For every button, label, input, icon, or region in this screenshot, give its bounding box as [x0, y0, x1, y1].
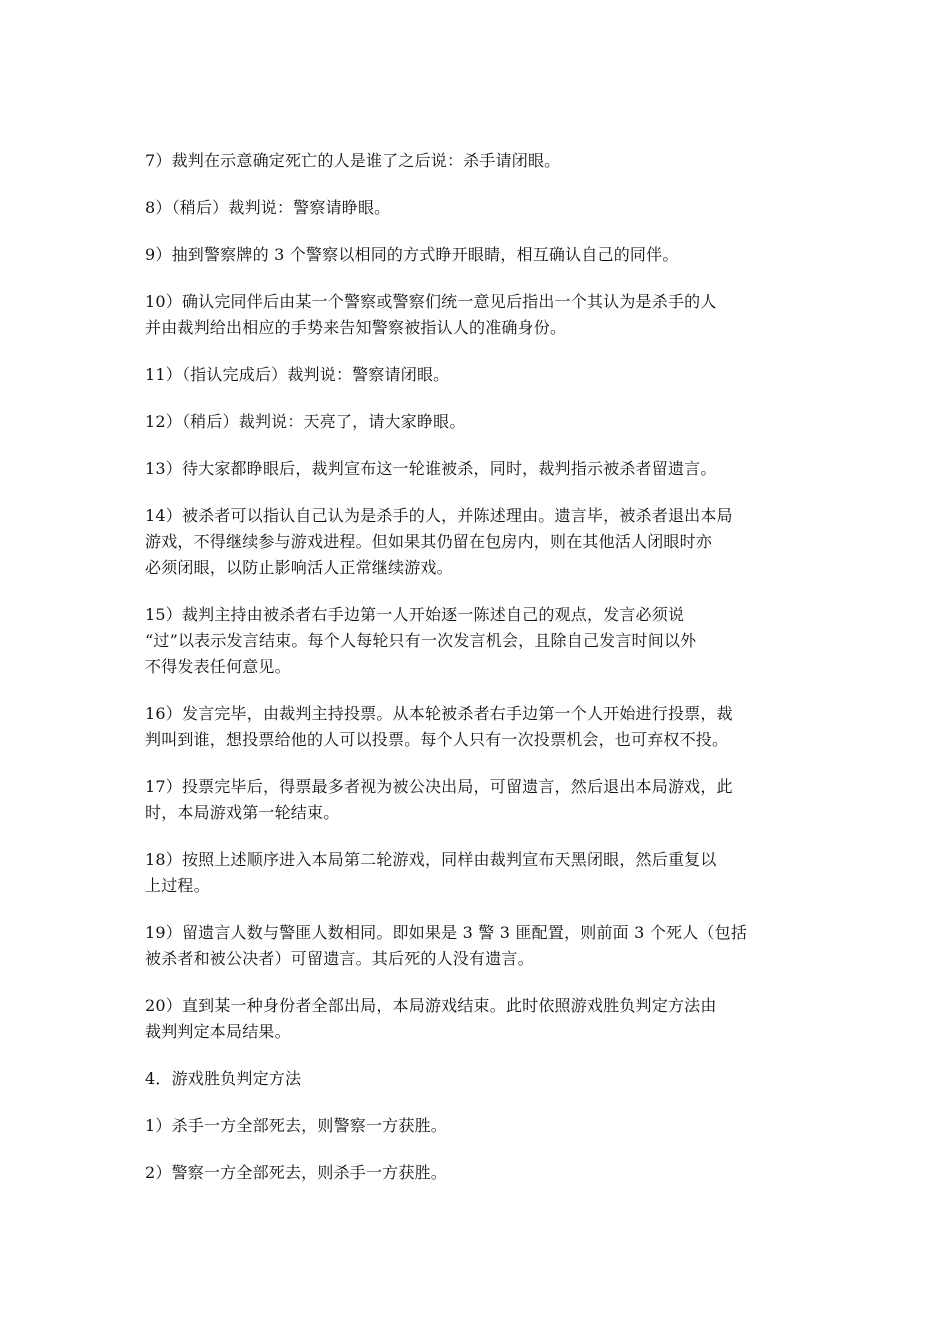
text-line: 上过程。	[145, 876, 210, 895]
rule-paragraph-7	[145, 148, 810, 174]
text-line: 必须闭眼，以防止影响活人正常继续游戏。	[145, 558, 453, 577]
document-body	[145, 148, 810, 1207]
rule-paragraph-18	[145, 847, 810, 899]
text-line: 被杀者和被公决者）可留遗言。其后死的人没有遗言。	[145, 949, 534, 968]
text-line: 15）裁判主持由被杀者右手边第一人开始逐一陈述自己的观点，发言必须说	[145, 605, 685, 624]
text-line: 并由裁判给出相应的手势来告知警察被指认人的准确身份。	[145, 318, 567, 337]
text-line: 12）（稍后）裁判说：天亮了，请大家睁眼。	[145, 412, 466, 431]
text-line: 11）（指认完成后）裁判说：警察请闭眼。	[145, 365, 450, 384]
rule-paragraph-11	[145, 362, 810, 388]
text-line: 不得发表任何意见。	[145, 657, 291, 676]
text-line: 14）被杀者可以指认自己认为是杀手的人，并陈述理由。遗言毕，被杀者退出本局	[145, 506, 733, 525]
win-condition-2	[145, 1160, 810, 1186]
text-line: “过”以表示发言结束。每个人每轮只有一次发言机会，且除自己发言时间以外	[145, 631, 697, 650]
rule-paragraph-8	[145, 195, 810, 221]
text-line: 19）留遗言人数与警匪人数相同。即如果是 3 警 3 匪配置，则前面 3 个死人（包括	[145, 923, 748, 942]
rule-paragraph-9	[145, 242, 810, 268]
text-line: 时，本局游戏第一轮结束。	[145, 803, 340, 822]
text-line: 18）按照上述顺序进入本局第二轮游戏，同样由裁判宣布天黑闭眼，然后重复以	[145, 850, 717, 869]
rule-paragraph-19	[145, 920, 810, 972]
text-line: 20）直到某一种身份者全部出局，本局游戏结束。此时依照游戏胜负判定方法由	[145, 996, 717, 1015]
text-line: 游戏，不得继续参与游戏进程。但如果其仍留在包房内，则在其他活人闭眼时亦	[145, 532, 713, 551]
text-line: 1）杀手一方全部死去，则警察一方获胜。	[145, 1116, 447, 1135]
rule-paragraph-10	[145, 289, 810, 341]
win-condition-1	[145, 1113, 810, 1139]
rule-paragraph-13	[145, 456, 810, 482]
text-line: 13）待大家都睁眼后，裁判宣布这一轮谁被杀，同时，裁判指示被杀者留遗言。	[145, 459, 717, 478]
text-line: 2）警察一方全部死去，则杀手一方获胜。	[145, 1163, 447, 1182]
rule-paragraph-14	[145, 503, 810, 581]
section-heading-win-conditions	[145, 1066, 810, 1092]
text-line: 4．游戏胜负判定方法	[145, 1069, 302, 1088]
text-line: 10）确认完同伴后由某一个警察或警察们统一意见后指出一个其认为是杀手的人	[145, 292, 717, 311]
rule-paragraph-15	[145, 602, 810, 680]
rule-paragraph-17	[145, 774, 810, 826]
text-line: 裁判判定本局结果。	[145, 1022, 291, 1041]
text-line: 判叫到谁，想投票给他的人可以投票。每个人只有一次投票机会，也可弃权不投。	[145, 730, 729, 749]
text-line: 9）抽到警察牌的 3 个警察以相同的方式睁开眼睛，相互确认自己的同伴。	[145, 245, 679, 264]
text-line: 17）投票完毕后，得票最多者视为被公决出局，可留遗言，然后退出本局游戏，此	[145, 777, 733, 796]
rule-paragraph-12	[145, 409, 810, 435]
rule-paragraph-16	[145, 701, 810, 753]
rule-paragraph-20	[145, 993, 810, 1045]
text-line: 16）发言完毕，由裁判主持投票。从本轮被杀者右手边第一个人开始进行投票，裁	[145, 704, 733, 723]
text-line: 7）裁判在示意确定死亡的人是谁了之后说：杀手请闭眼。	[145, 151, 561, 170]
text-line: 8）（稍后）裁判说：警察请睁眼。	[145, 198, 391, 217]
